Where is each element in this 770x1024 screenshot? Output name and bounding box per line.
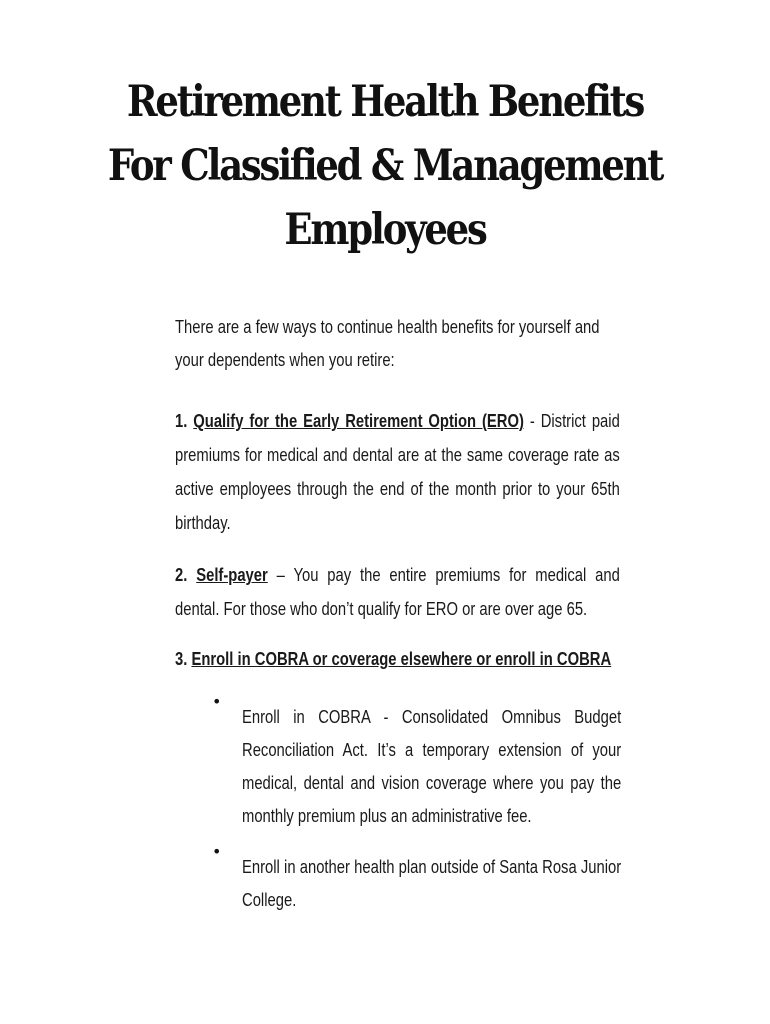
option-number: 3. xyxy=(175,648,188,669)
option-separator: – xyxy=(267,564,294,585)
title-line-1: Retirement Health Benefits xyxy=(126,77,644,127)
option-description: District paid premiums for medical and dental are at the same coverage rate as active employees through the end of the month prior to your 65th birthday. xyxy=(175,410,620,533)
intro-paragraph: There are a few ways to continue health benefits for yourself and your dependents when you retire: xyxy=(175,316,600,370)
option-separator: - xyxy=(523,410,541,431)
bullet-item-cobra: Enroll in COBRA - Consolidated Omnibus Budget Reconciliation Act. It’s a temporary extension of your medical, dental and vision coverage where you pay the monthly premium plus an administrative fee. xyxy=(242,706,622,826)
option-item-1 xyxy=(175,404,620,540)
page-title xyxy=(54,70,716,262)
option-heading-cobra: Enroll in COBRA or coverage elsewhere or enroll in COBRA xyxy=(191,648,612,669)
option-number: 2. xyxy=(175,564,188,585)
option-item-2 xyxy=(175,558,620,626)
title-line-2: For Classified & Management xyxy=(107,141,663,191)
bullet-item-other-plan: Enroll in another health plan outside of Santa Rosa Junior College. xyxy=(242,856,622,910)
option-description: You pay the entire premiums for medical and dental. For those who don’t qualify for ERO or are over age 65. xyxy=(175,564,620,619)
option-item-3 xyxy=(175,642,620,676)
option-heading-self-payer: Self-payer xyxy=(196,564,268,585)
title-line-3: Employees xyxy=(284,205,486,255)
bullet-icon: • xyxy=(212,842,222,861)
bullet-icon: • xyxy=(212,692,222,711)
option-heading-ero: Qualify for the Early Retirement Option (ERO) xyxy=(193,410,524,431)
option-number: 1. xyxy=(175,410,188,431)
